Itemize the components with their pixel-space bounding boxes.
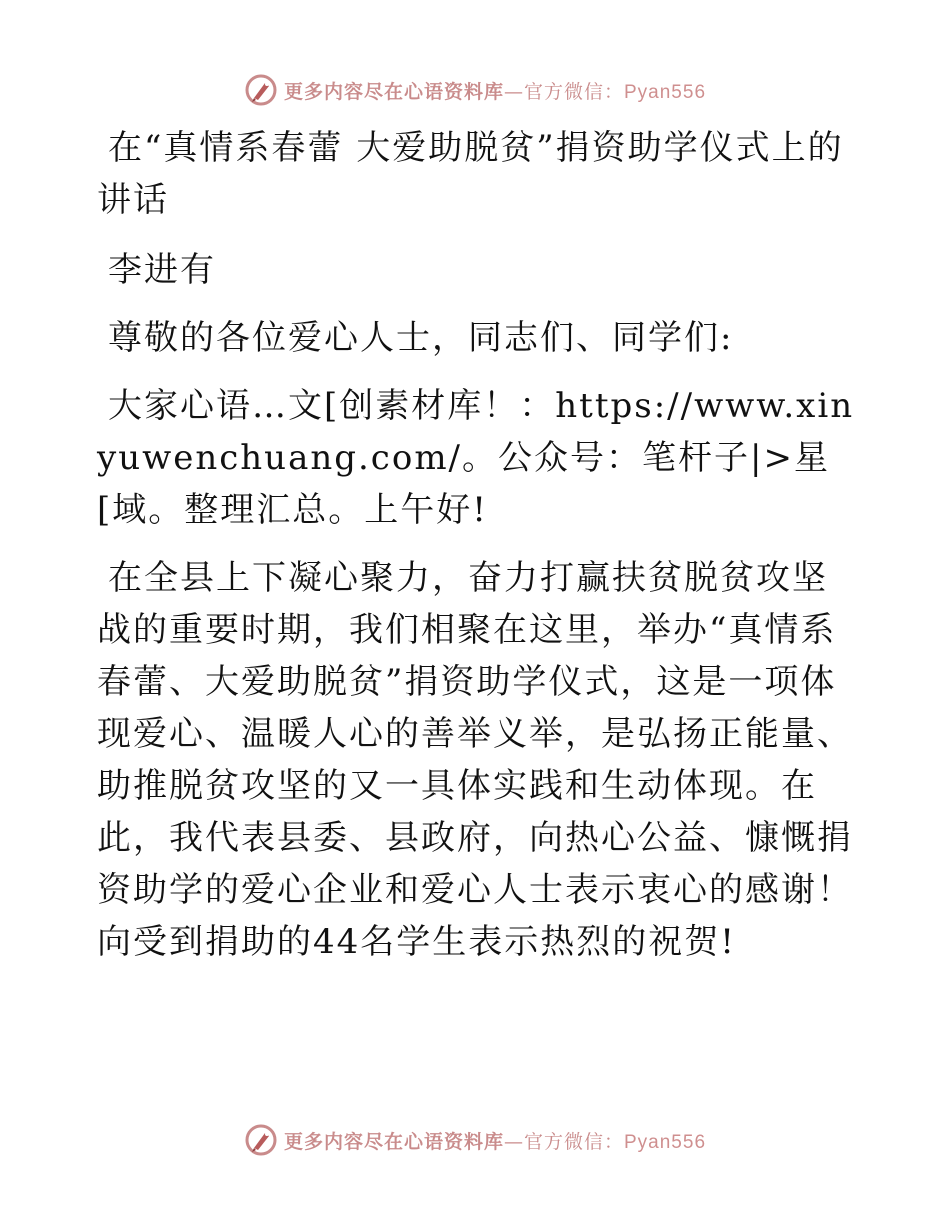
header-watermark-banner (0, 70, 950, 110)
document-title: 在“真情系春蕾 大爱助脱贫”捐资助学仪式上的讲话 (97, 128, 844, 220)
document-author: 李进有 (108, 250, 216, 290)
document-content (97, 122, 857, 984)
watermark-main-text: 更多内容尽在心语资料库 (283, 80, 504, 103)
document-greeting: 大家心语…文[创素材库！：https://www.xinyuwenchuang.com/。公众号：笔杆子|>星[域。整理汇总。上午好! (97, 386, 855, 530)
watermark-text (284, 77, 706, 104)
watermark-text (284, 1127, 706, 1154)
footer-watermark-banner (0, 1120, 950, 1160)
document-body-paragraph: 在全县上下凝心聚力，奋力打赢扶贫脱贫攻坚战的重要时期，我们相聚在这里，举办“真情系春蕾、大爱助脱贫”捐资助学仪式，这是一项体现爱心、温暖人心的善举义举，是弘扬正能量、助推脱贫攻坚的又一具体实践和生动体现。在此，我代表县委、县政府，向热心公益、慷慨捐资助学的爱心企业和爱心人士表示衷心的感谢！向受到捐助的44名学生表示热烈的祝贺! (97, 558, 853, 962)
watermark-main-text: 更多内容尽在心语资料库 (283, 1130, 504, 1153)
watermark-wechat-id: Pyan556 (624, 1131, 707, 1153)
document-salutation: 尊敬的各位爱心人士，同志们、同学们: (108, 318, 734, 358)
pen-nib-logo-icon (244, 1123, 278, 1157)
watermark-separator: — (503, 80, 524, 103)
pen-nib-logo-icon (244, 73, 278, 107)
watermark-separator: — (503, 1130, 524, 1153)
watermark-wechat-label: 官方微信： (523, 1130, 624, 1153)
watermark-wechat-id: Pyan556 (624, 81, 707, 103)
watermark-wechat-label: 官方微信： (523, 80, 624, 103)
